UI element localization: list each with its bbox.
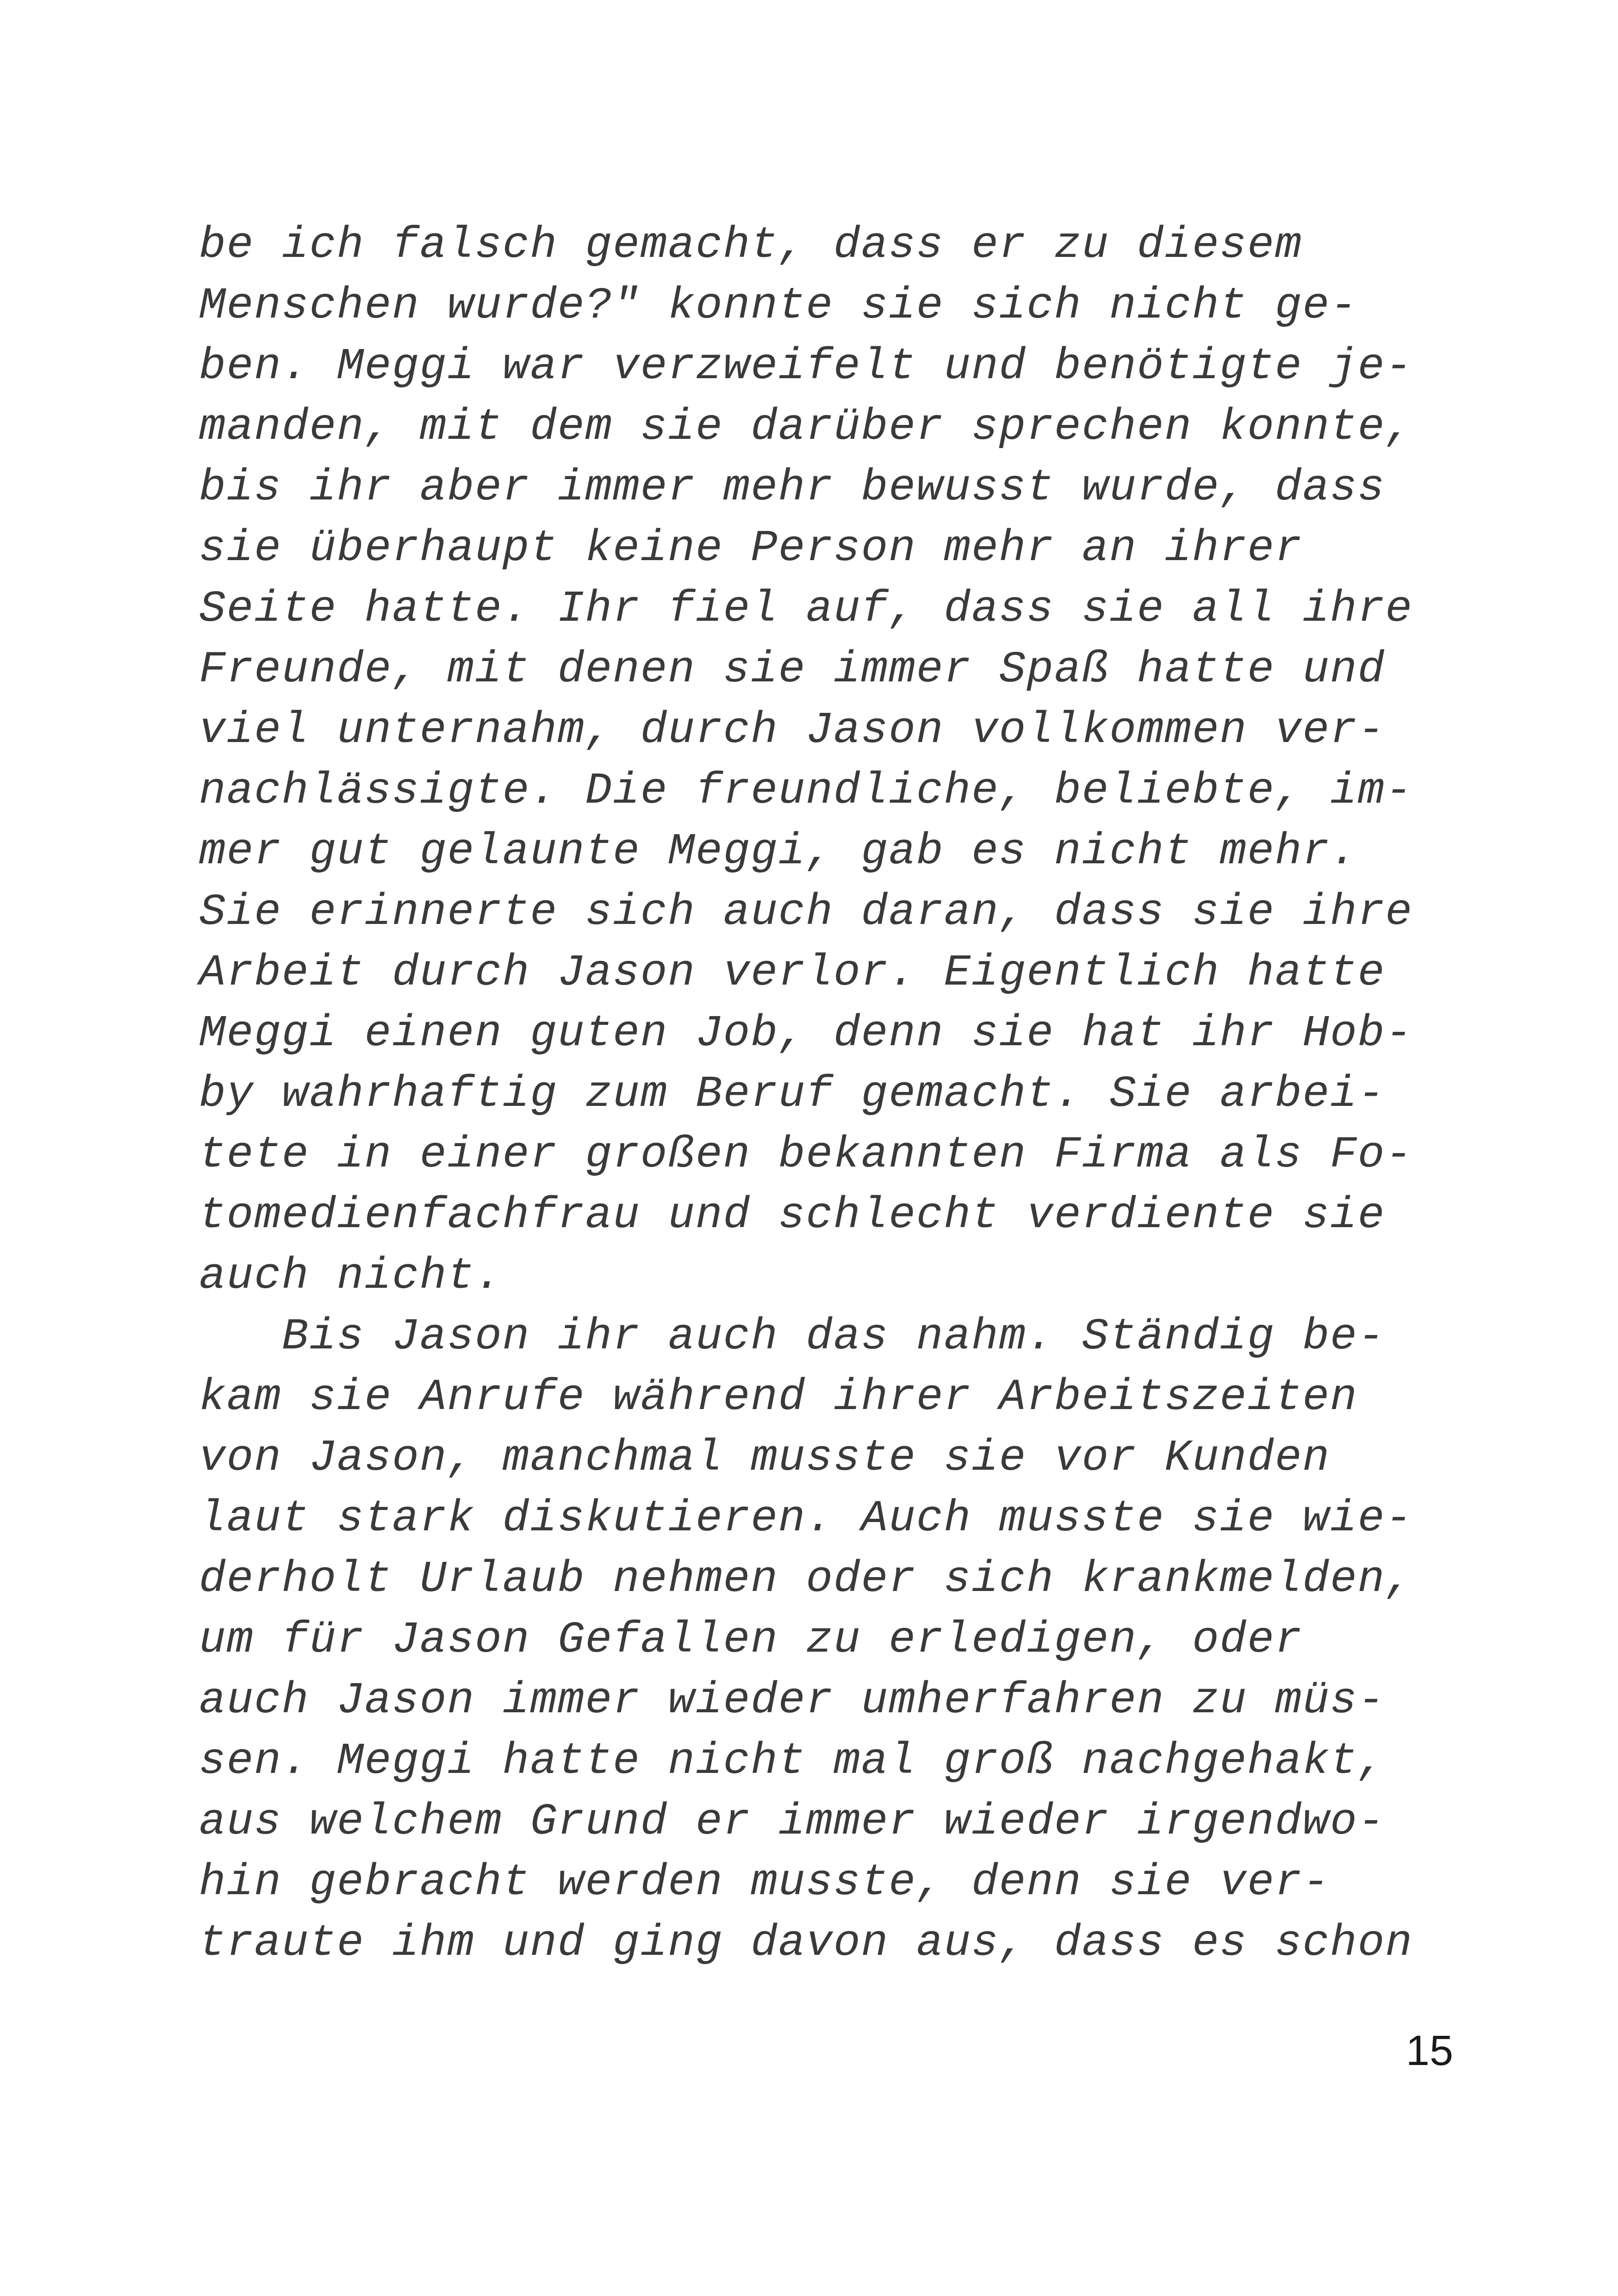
text-line: auch Jason immer wieder umherfahren zu müs- xyxy=(199,1675,1386,1726)
text-line: Bis Jason ihr auch das nahm. Ständig be- xyxy=(199,1311,1386,1362)
page-number: 15 xyxy=(1406,2027,1453,2074)
text-line: derholt Urlaub nehmen oder sich krankmelden, xyxy=(199,1554,1413,1604)
text-line: Freunde, mit denen sie immer Spaß hatte und xyxy=(199,644,1386,695)
text-line: viel unternahm, durch Jason vollkommen ver- xyxy=(199,705,1386,755)
text-line: by wahrhaftig zum Beruf gemacht. Sie arbei- xyxy=(199,1069,1386,1119)
body-text xyxy=(199,215,1476,1973)
text-line: sie überhaupt keine Person mehr an ihrer xyxy=(199,523,1303,574)
text-line: be ich falsch gemacht, dass er zu diesem xyxy=(199,220,1303,270)
text-line: sen. Meggi hatte nicht mal groß nachgehakt, xyxy=(199,1736,1386,1786)
text-line: um für Jason Gefallen zu erledigen, oder xyxy=(199,1615,1303,1665)
text-line: von Jason, manchmal musste sie vor Kunden xyxy=(199,1433,1330,1483)
text-line: Sie erinnerte sich auch daran, dass sie ihre xyxy=(199,887,1413,937)
text-line: Arbeit durch Jason verlor. Eigentlich hatte xyxy=(199,948,1386,998)
text-line: aus welchem Grund er immer wieder irgendwo- xyxy=(199,1797,1386,1847)
text-line: Menschen wurde?" konnte sie sich nicht ge- xyxy=(199,281,1358,331)
text-line: bis ihr aber immer mehr bewusst wurde, dass xyxy=(199,462,1386,513)
text-line: tete in einer großen bekannten Firma als Fo- xyxy=(199,1129,1413,1180)
text-line: Seite hatte. Ihr fiel auf, dass sie all ihre xyxy=(199,584,1413,634)
text-line: manden, mit dem sie darüber sprechen konnte, xyxy=(199,402,1413,452)
text-line: kam sie Anrufe während ihrer Arbeitszeiten xyxy=(199,1372,1358,1423)
text-line: ben. Meggi war verzweifelt und benötigte je- xyxy=(199,341,1413,392)
text-line: Meggi einen guten Job, denn sie hat ihr Hob- xyxy=(199,1008,1413,1059)
text-line: auch nicht. xyxy=(199,1251,503,1301)
text-line: hin gebracht werden musste, denn sie ver- xyxy=(199,1857,1330,1908)
text-line: mer gut gelaunte Meggi, gab es nicht mehr. xyxy=(199,826,1358,877)
text-line: tomedienfachfrau und schlecht verdiente sie xyxy=(199,1190,1386,1241)
text-line: nachlässigte. Die freundliche, beliebte, im- xyxy=(199,766,1413,816)
text-line: laut stark diskutieren. Auch musste sie wie- xyxy=(199,1493,1413,1544)
text-line: traute ihm und ging davon aus, dass es schon xyxy=(199,1918,1413,1968)
